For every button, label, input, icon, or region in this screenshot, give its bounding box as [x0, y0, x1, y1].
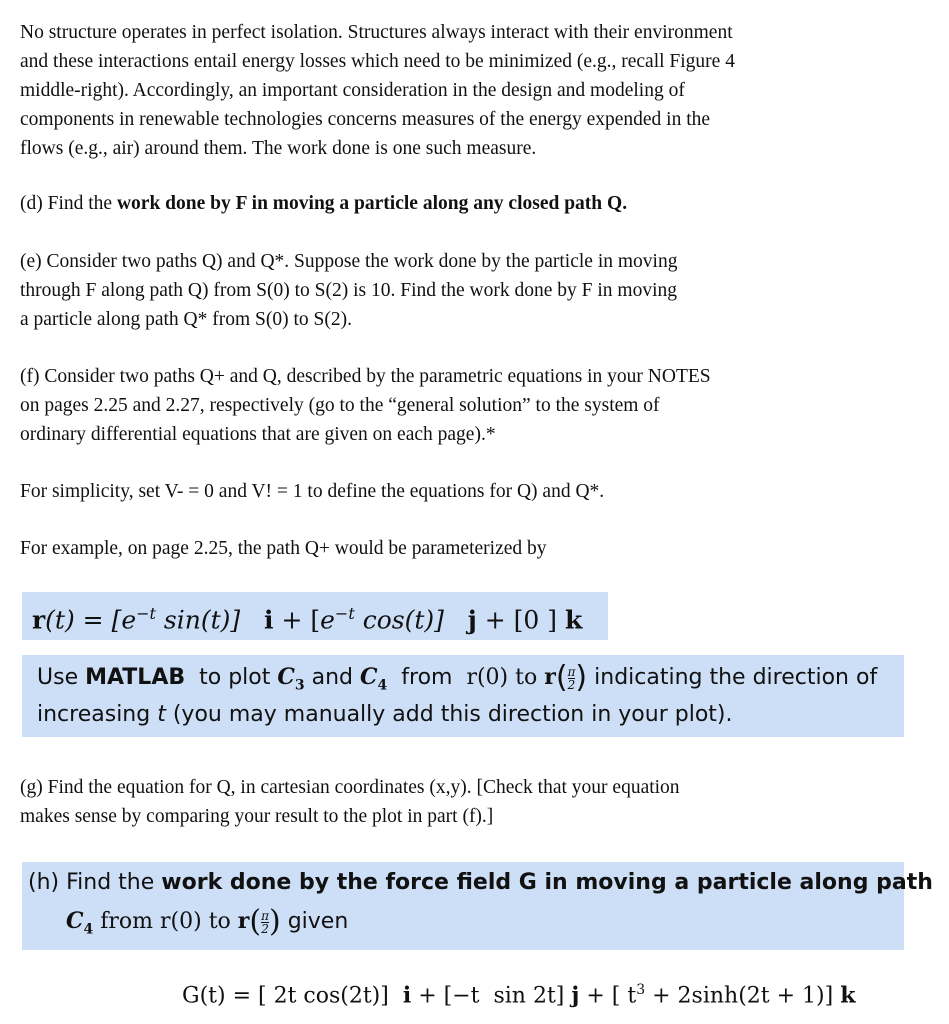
intro-line: middle-right). Accordingly, an important consideration in the design and modeling of	[20, 80, 685, 101]
example-note	[20, 534, 920, 563]
part-d	[20, 189, 920, 218]
matlab-increasing: increasing	[37, 702, 158, 727]
eq-r-e2: e	[320, 605, 335, 635]
eq-g-mid3: + 2sinh(2t + 1)]	[645, 983, 841, 1009]
part-h-line-1	[28, 866, 933, 900]
eq-r-e1: e	[121, 605, 137, 635]
eq-g-i: i	[402, 982, 412, 1009]
matlab-c3-sub: 3	[294, 677, 305, 694]
eq-g-j: j	[571, 982, 580, 1009]
matlab-line-1: Use MATLAB to plot $C_3$ and $C_4$ from r(0) to r( $\frac{\pi}{2}$ ) indicating the direction of	[37, 660, 878, 695]
eq-r-plus1: + [	[273, 605, 321, 635]
eq-r-i: i	[264, 605, 274, 635]
part-e-line: a particle along path Q* from S(0) to S(2).	[20, 309, 352, 330]
matlab-r: r	[544, 664, 556, 690]
matlab-use: Use	[37, 665, 86, 690]
part-e-line: through F along path Q) from S(0) to S(2) is 10. Find the work done by F in moving	[20, 280, 678, 301]
intro-paragraph	[20, 18, 920, 163]
matlab-c3: C	[277, 664, 295, 690]
intro-line: and these interactions entail energy losses which need to be minimized (e.g., recall Figure 4	[20, 51, 735, 72]
part-h-c4: C	[66, 908, 84, 934]
eq-r-symbol: r	[32, 605, 46, 635]
eq-r-j: j	[467, 605, 477, 635]
eq-r-f1: sin(t)]	[155, 605, 264, 635]
part-g	[20, 773, 920, 831]
equation-r	[32, 598, 582, 636]
part-e	[20, 247, 920, 334]
eq-r-plus2: + [0 ]	[476, 605, 565, 635]
part-f-line: on pages 2.25 and 2.27, respectively (go to the “general solution” to the system of	[20, 395, 660, 416]
intro-line: No structure operates in perfect isolation. Structures always interact with their environment	[20, 22, 733, 43]
eq-r-f2: cos(t)]	[354, 605, 468, 635]
matlab-r0: r(0) to	[466, 665, 545, 690]
part-d-prefix: (d) Find the	[20, 193, 117, 214]
matlab-indicating: indicating the direction of	[587, 665, 878, 690]
part-d-bold: work done by F in moving a particle along any closed path Q.	[116, 193, 628, 214]
part-g-line: (g) Find the equation for Q, in cartesian coordinates (x,y). [Check that your equation	[20, 777, 680, 798]
example-text: For example, on page 2.25, the path Q+ would be parameterized by	[20, 538, 547, 559]
eq-r-arg: (t) = [	[45, 605, 122, 635]
part-f-line: (f) Consider two paths Q+ and Q, described by the parametric equations in your NOTES	[20, 366, 711, 387]
matlab-line2-rest: (you may manually add this direction in your plot).	[165, 702, 733, 727]
part-f-line: ordinary differential equations that are given on each page).*	[20, 424, 496, 445]
part-f	[20, 362, 920, 449]
part-h-r: r	[237, 908, 250, 934]
eq-r-k: k	[564, 605, 583, 635]
part-h-from: from	[93, 909, 161, 934]
part-h-c4-sub: 4	[83, 921, 94, 938]
matlab-pi: π	[567, 664, 576, 679]
matlab-and: and	[304, 665, 361, 690]
matlab-word: MATLAB	[85, 665, 186, 690]
matlab-t: t	[157, 702, 166, 727]
part-g-line: makes sense by comparing your result to the plot in part (f).]	[20, 806, 494, 827]
part-h-given: given	[280, 909, 349, 934]
equation-g	[182, 974, 855, 1012]
matlab-c4-sub: 4	[377, 677, 388, 694]
eq-r-exp2: −t	[334, 604, 355, 623]
matlab-to-plot: to plot	[185, 665, 278, 690]
eq-g-lhs: G(t) = [ 2t cos(2t)]	[182, 983, 403, 1009]
matlab-two: 2	[567, 677, 576, 692]
part-h-bold: work done by the force field G in moving a particle along path	[161, 870, 933, 895]
eq-g-mid1: + [−t sin 2t]	[411, 983, 572, 1009]
intro-line: flows (e.g., air) around them. The work done is one such measure.	[20, 138, 537, 159]
matlab-from: from	[387, 665, 467, 690]
simplicity-text: For simplicity, set V- = 0 and V! = 1 to define the equations for Q) and Q*.	[20, 481, 605, 502]
eq-g-cube: 3	[636, 982, 646, 998]
intro-line: components in renewable technologies concerns measures of the energy expended in the	[20, 109, 711, 130]
simplicity-note	[20, 477, 920, 506]
part-e-line: (e) Consider two paths Q) and Q*. Suppose the work done by the particle in moving	[20, 251, 678, 272]
eq-r-exp1: −t	[136, 604, 156, 623]
part-h-pi: π	[261, 908, 269, 923]
part-h-line-2: $C_4$ from r(0) to r( $\frac{\pi}{2}$ ) given	[66, 904, 349, 939]
eq-g-mid2: + [ t	[579, 983, 637, 1009]
part-h-two: 2	[261, 921, 269, 936]
matlab-c4: C	[360, 664, 378, 690]
part-h-pi-over-2	[261, 910, 269, 935]
matlab-line-2	[37, 697, 733, 733]
part-h-r0: r(0) to	[160, 909, 238, 934]
part-h-prefix: (h) Find the	[28, 870, 162, 895]
eq-g-k: k	[840, 982, 856, 1009]
